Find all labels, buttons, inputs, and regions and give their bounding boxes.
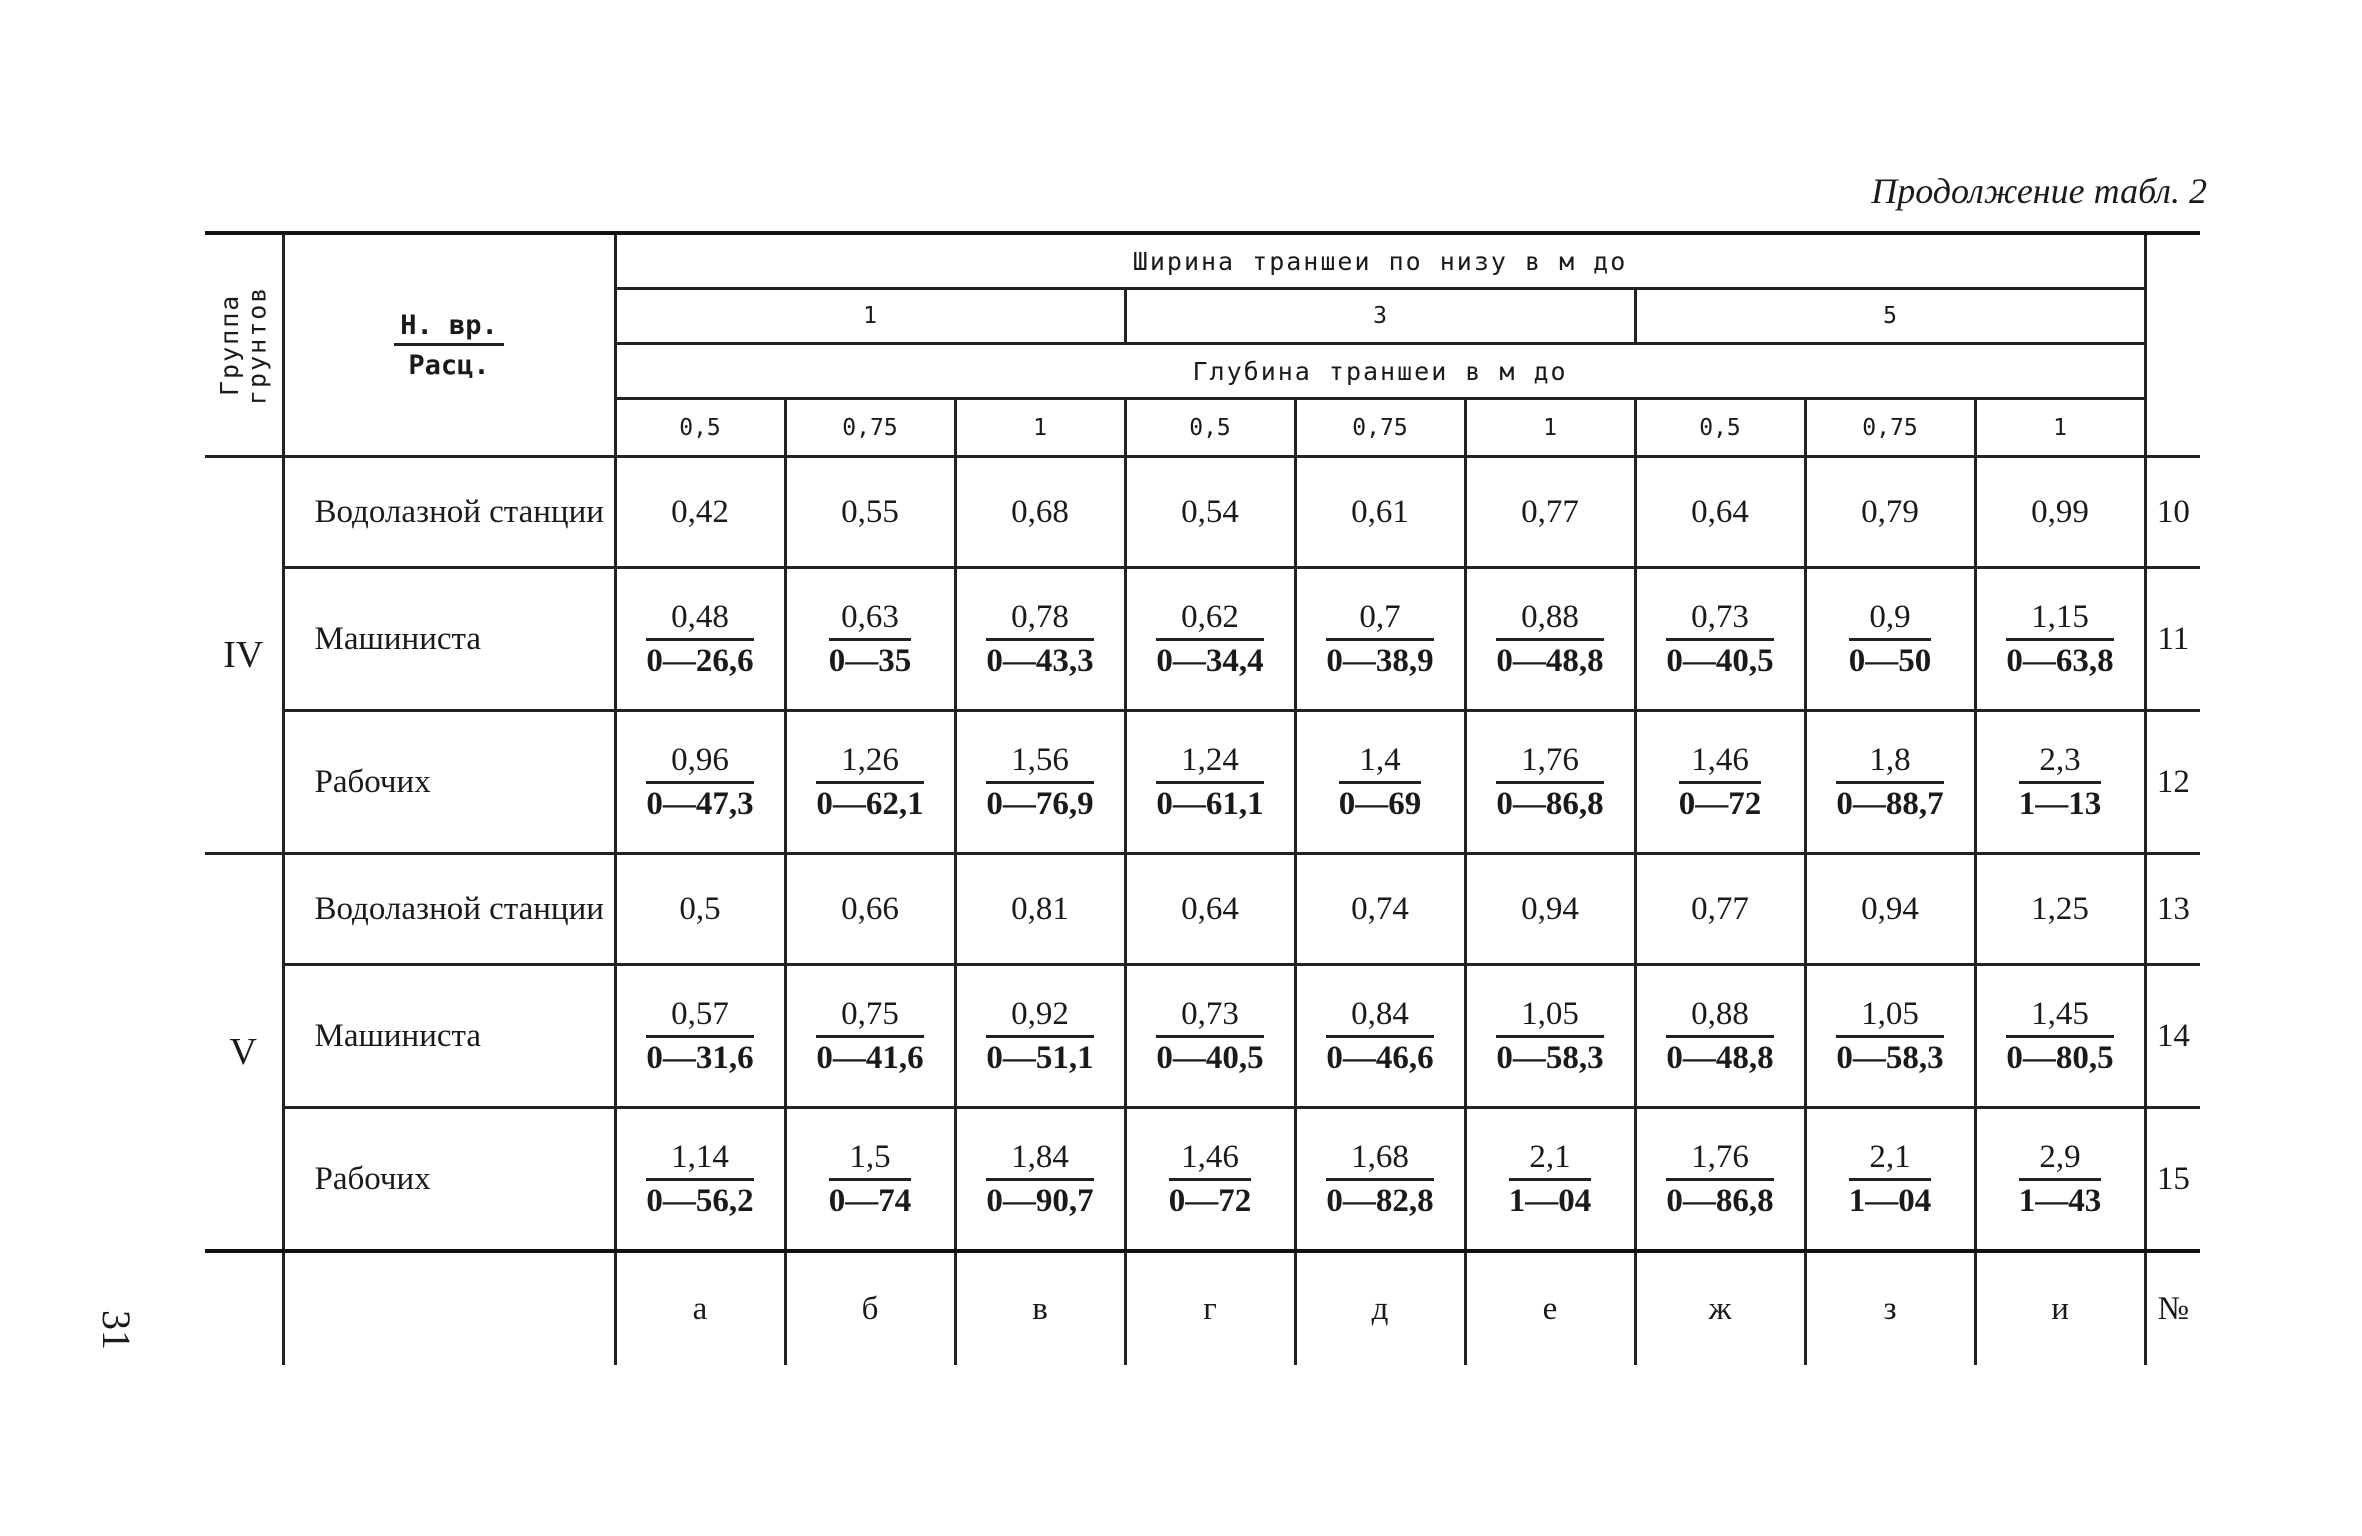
norm-cell: 0,94 — [1805, 854, 1975, 965]
depth-value: 0,75 — [1295, 399, 1465, 457]
norm-fraction — [1496, 996, 1603, 1077]
norm-fraction — [2019, 1139, 2102, 1220]
norm-cell — [1805, 711, 1975, 854]
norm-time: 0,7 — [1326, 599, 1433, 641]
norm-fraction — [986, 1139, 1093, 1220]
norm-fraction — [816, 996, 923, 1077]
table-row — [205, 457, 2200, 568]
page-number: 31 — [94, 1310, 139, 1350]
row-number: 15 — [2145, 1108, 2200, 1252]
table-row — [205, 568, 2200, 711]
norm-rate: 0—86,8 — [1666, 1182, 1774, 1219]
norm-fraction — [1836, 996, 1943, 1077]
norm-fraction — [986, 599, 1093, 680]
norm-cell: 0,42 — [615, 457, 785, 568]
norm-rate: 0—51,1 — [986, 1039, 1094, 1076]
norm-cell — [1465, 568, 1635, 711]
norm-cell — [1465, 1108, 1635, 1252]
norm-cell — [1805, 965, 1975, 1108]
column-letter: д — [1295, 1251, 1465, 1365]
norm-cell — [1125, 568, 1295, 711]
norm-rate: 0—80,5 — [2006, 1039, 2114, 1076]
norm-rate: 0—41,6 — [816, 1039, 924, 1076]
norm-cell — [1805, 1108, 1975, 1252]
norm-time: 1,05 — [1496, 996, 1603, 1038]
norm-cell — [955, 965, 1125, 1108]
norm-cell: 0,77 — [1635, 854, 1805, 965]
norm-rate: 0—74 — [828, 1182, 912, 1219]
norm-cell: 0,54 — [1125, 457, 1295, 568]
norm-fraction — [1156, 742, 1263, 823]
norm-fraction — [1326, 599, 1433, 680]
norm-cell — [1975, 568, 2145, 711]
row-number: 14 — [2145, 965, 2200, 1108]
norm-cell: 0,64 — [1635, 457, 1805, 568]
depth-value: 1 — [1465, 399, 1635, 457]
norm-time: 0,62 — [1156, 599, 1263, 641]
norm-time: 2,1 — [1509, 1139, 1592, 1181]
width-value: 1 — [615, 289, 1125, 344]
norm-fraction — [646, 742, 753, 823]
norm-time: 1,8 — [1836, 742, 1943, 784]
norm-cell — [1125, 965, 1295, 1108]
norm-rate: 1—43 — [2018, 1182, 2102, 1219]
footer-empty — [205, 1251, 283, 1365]
norm-time: 0,48 — [646, 599, 753, 641]
norm-fraction — [829, 1139, 912, 1220]
width-header: Ширина траншеи по низу в м до — [615, 233, 2145, 289]
norm-cell — [1295, 1108, 1465, 1252]
num-label: № — [2145, 1251, 2200, 1365]
norm-fraction — [1849, 1139, 1932, 1220]
row-label: Рабочих — [283, 711, 615, 854]
norm-fraction — [646, 996, 753, 1077]
norm-rate: 1—04 — [1848, 1182, 1932, 1219]
norm-rate: 0—82,8 — [1326, 1182, 1434, 1219]
table-row — [205, 1108, 2200, 1252]
norm-cell — [1635, 965, 1805, 1108]
norm-rate: 0—58,3 — [1836, 1039, 1944, 1076]
norm-time: 2,9 — [2019, 1139, 2102, 1181]
norm-fraction — [1156, 996, 1263, 1077]
depth-value: 0,5 — [1635, 399, 1805, 457]
norm-cell: 0,74 — [1295, 854, 1465, 965]
norm-time: 0,9 — [1849, 599, 1932, 641]
norm-cell — [785, 1108, 955, 1252]
column-letter: г — [1125, 1251, 1295, 1365]
norm-rate: 0—63,8 — [2006, 642, 2114, 679]
norm-time: 1,45 — [2006, 996, 2113, 1038]
norm-fraction — [829, 599, 912, 680]
norm-fraction — [646, 599, 753, 680]
norms-table — [205, 231, 2200, 1365]
norm-rate: 0—43,3 — [986, 642, 1094, 679]
norm-fraction — [1679, 742, 1762, 823]
norm-fraction — [1849, 599, 1932, 680]
norm-rate: 0—72 — [1678, 785, 1762, 822]
norm-fraction — [1326, 1139, 1433, 1220]
norm-cell — [955, 1108, 1125, 1252]
norm-time: 0,84 — [1326, 996, 1433, 1038]
norm-time: 0,88 — [1666, 996, 1773, 1038]
norm-cell: 0,64 — [1125, 854, 1295, 965]
norm-cell: 1,25 — [1975, 854, 2145, 965]
norm-rate: 0—48,8 — [1666, 1039, 1774, 1076]
norm-cell: 0,79 — [1805, 457, 1975, 568]
norm-rate: 0—35 — [828, 642, 912, 679]
column-letter: ж — [1635, 1251, 1805, 1365]
depth-value: 0,75 — [785, 399, 955, 457]
column-letter: з — [1805, 1251, 1975, 1365]
table-row — [205, 854, 2200, 965]
norm-time: 1,46 — [1169, 1139, 1252, 1181]
row-number: 11 — [2145, 568, 2200, 711]
norm-cell — [615, 711, 785, 854]
norm-fraction — [1339, 742, 1422, 823]
norm-time: 0,96 — [646, 742, 753, 784]
footer-row — [205, 1251, 2200, 1365]
norm-cell: 0,68 — [955, 457, 1125, 568]
norm-fraction — [1836, 742, 1943, 823]
norm-cell — [1465, 965, 1635, 1108]
norm-cell: 0,66 — [785, 854, 955, 965]
norm-fraction — [1496, 742, 1603, 823]
row-number: 12 — [2145, 711, 2200, 854]
norm-time: 1,68 — [1326, 1139, 1433, 1181]
norm-fraction — [1509, 1139, 1592, 1220]
norm-rate: 0—69 — [1338, 785, 1422, 822]
soil-group-cell: IV — [205, 457, 283, 854]
table-caption: Продолжение табл. 2 — [1871, 171, 2207, 211]
norm-cell — [785, 711, 955, 854]
norm-fraction — [986, 996, 1093, 1077]
norm-time: 1,76 — [1666, 1139, 1773, 1181]
norm-cell — [1465, 711, 1635, 854]
norm-time: 1,46 — [1679, 742, 1762, 784]
depth-header: Глубина траншеи в м до — [615, 344, 2145, 399]
norm-cell — [1295, 965, 1465, 1108]
norm-fraction — [1496, 599, 1603, 680]
depth-value: 0,5 — [615, 399, 785, 457]
norm-rate: 0—61,1 — [1156, 785, 1264, 822]
norm-cell — [785, 965, 955, 1108]
norm-rate: 0—88,7 — [1836, 785, 1944, 822]
column-letter: а — [615, 1251, 785, 1365]
norm-fraction — [986, 742, 1093, 823]
norm-rate: 1—13 — [2018, 785, 2102, 822]
row-label: Водолазной станции — [283, 854, 615, 965]
norm-time: 0,73 — [1666, 599, 1773, 641]
norm-time: 1,76 — [1496, 742, 1603, 784]
row-label: Водолазной станции — [283, 457, 615, 568]
norm-cell — [615, 568, 785, 711]
norm-cell — [615, 1108, 785, 1252]
norm-fraction — [1169, 1139, 1252, 1220]
norm-time: 2,3 — [2019, 742, 2102, 784]
norm-cell: 0,55 — [785, 457, 955, 568]
column-letter: в — [955, 1251, 1125, 1365]
norm-cell — [1125, 711, 1295, 854]
norm-time: 1,24 — [1156, 742, 1263, 784]
rasc-label: Расц. — [408, 349, 490, 381]
footer-empty — [283, 1251, 615, 1365]
norm-rate: 0—86,8 — [1496, 785, 1604, 822]
norm-fraction — [1156, 599, 1263, 680]
norm-cell: 0,94 — [1465, 854, 1635, 965]
norm-cell — [1635, 568, 1805, 711]
norm-rate: 0—46,6 — [1326, 1039, 1434, 1076]
norm-time: 1,5 — [829, 1139, 912, 1181]
norm-time: 1,15 — [2006, 599, 2113, 641]
norm-rate: 0—38,9 — [1326, 642, 1434, 679]
norm-cell — [1125, 1108, 1295, 1252]
norm-rate: 0—26,6 — [646, 642, 754, 679]
nvr-rasc-header — [394, 310, 504, 381]
soil-group-cell: V — [205, 854, 283, 1252]
norm-cell — [785, 568, 955, 711]
norm-time: 1,84 — [986, 1139, 1093, 1181]
norm-fraction — [646, 1139, 753, 1220]
norm-cell: 0,77 — [1465, 457, 1635, 568]
norm-time: 0,63 — [829, 599, 912, 641]
norm-time: 0,78 — [986, 599, 1093, 641]
row-label: Машиниста — [283, 965, 615, 1108]
column-letter: е — [1465, 1251, 1635, 1365]
norm-time: 1,4 — [1339, 742, 1422, 784]
norm-cell: 0,99 — [1975, 457, 2145, 568]
norm-cell — [1295, 568, 1465, 711]
norm-time: 1,14 — [646, 1139, 753, 1181]
column-letter: и — [1975, 1251, 2145, 1365]
column-letter: б — [785, 1251, 955, 1365]
group-header-cell — [205, 233, 283, 457]
norm-cell — [1975, 711, 2145, 854]
table-row — [205, 711, 2200, 854]
norm-time: 0,88 — [1496, 599, 1603, 641]
norm-cell — [1635, 1108, 1805, 1252]
norm-cell: 0,61 — [1295, 457, 1465, 568]
norm-cell — [1635, 711, 1805, 854]
norm-fraction — [2006, 996, 2113, 1077]
nvr-header-cell — [283, 233, 615, 457]
norm-cell — [955, 711, 1125, 854]
norm-time: 0,92 — [986, 996, 1093, 1038]
table-row — [205, 965, 2200, 1108]
norm-time: 1,05 — [1836, 996, 1943, 1038]
norm-time: 1,26 — [816, 742, 923, 784]
norm-time: 2,1 — [1849, 1139, 1932, 1181]
norm-cell — [615, 965, 785, 1108]
norm-rate: 0—47,3 — [646, 785, 754, 822]
row-label: Машиниста — [283, 568, 615, 711]
row-number: 10 — [2145, 457, 2200, 568]
header-row-width — [205, 233, 2200, 289]
norm-rate: 0—72 — [1168, 1182, 1252, 1219]
norm-rate: 0—62,1 — [816, 785, 924, 822]
norm-rate: 0—56,2 — [646, 1182, 754, 1219]
depth-value: 1 — [1975, 399, 2145, 457]
norm-rate: 0—31,6 — [646, 1039, 754, 1076]
norm-rate: 0—48,8 — [1496, 642, 1604, 679]
norm-cell — [1975, 1108, 2145, 1252]
norm-cell: 0,5 — [615, 854, 785, 965]
norm-fraction — [2006, 599, 2113, 680]
row-number: 13 — [2145, 854, 2200, 965]
norm-cell — [955, 568, 1125, 711]
norm-fraction — [1666, 1139, 1773, 1220]
norm-rate: 0—40,5 — [1156, 1039, 1264, 1076]
norm-time: 0,57 — [646, 996, 753, 1038]
depth-value: 1 — [955, 399, 1125, 457]
norm-cell — [1975, 965, 2145, 1108]
norm-fraction — [2019, 742, 2102, 823]
norm-time: 1,56 — [986, 742, 1093, 784]
num-header-cell — [2145, 233, 2200, 457]
norm-rate: 0—40,5 — [1666, 642, 1774, 679]
width-value: 3 — [1125, 289, 1635, 344]
norm-fraction — [1666, 996, 1773, 1077]
depth-value: 0,75 — [1805, 399, 1975, 457]
norm-rate: 0—58,3 — [1496, 1039, 1604, 1076]
norm-rate: 0—34,4 — [1156, 642, 1264, 679]
norm-cell — [1295, 711, 1465, 854]
norm-fraction — [1666, 599, 1773, 680]
depth-value: 0,5 — [1125, 399, 1295, 457]
norm-fraction — [816, 742, 923, 823]
norm-rate: 0—76,9 — [986, 785, 1094, 822]
group-header: Группа грунтов — [214, 285, 272, 405]
norm-time: 0,73 — [1156, 996, 1263, 1038]
row-label: Рабочих — [283, 1108, 615, 1252]
nvr-label: Н. вр. — [394, 310, 504, 346]
norm-rate: 1—04 — [1508, 1182, 1592, 1219]
norm-fraction — [1326, 996, 1433, 1077]
norm-time: 0,75 — [816, 996, 923, 1038]
norm-rate: 0—90,7 — [986, 1182, 1094, 1219]
norm-cell — [1805, 568, 1975, 711]
width-value: 5 — [1635, 289, 2145, 344]
norm-cell: 0,81 — [955, 854, 1125, 965]
norm-rate: 0—50 — [1848, 642, 1932, 679]
